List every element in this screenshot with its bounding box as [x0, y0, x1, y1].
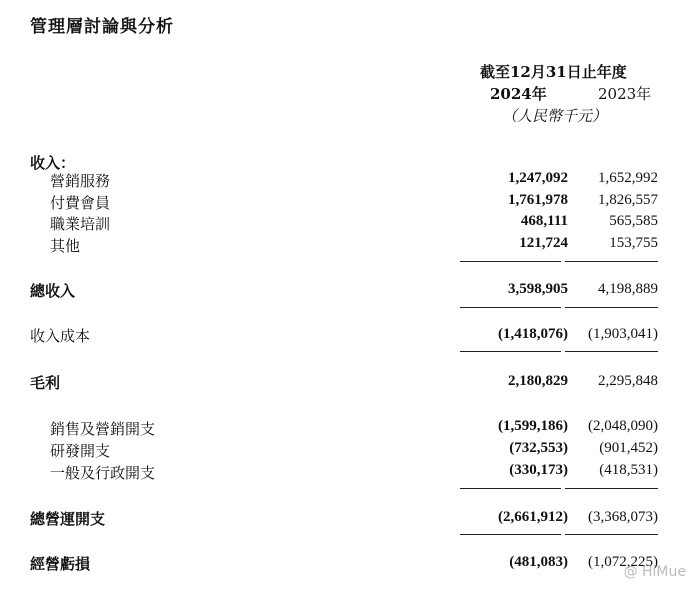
- value-2023-selling-expenses: (2,048,090): [588, 418, 658, 434]
- value-2023-others: 153,755: [609, 235, 658, 251]
- total-rule-2024: [460, 307, 561, 308]
- value-2024-gross-profit: 2,180,829: [508, 373, 568, 389]
- column-header-2024: 2024年: [490, 85, 547, 103]
- value-2024-ga-expenses: (330,173): [509, 462, 568, 478]
- value-2023-operating-loss: (1,072,225): [588, 554, 658, 570]
- value-2023-total-opex: (3,368,073): [588, 509, 658, 525]
- total-opex-rule-2024: [460, 534, 561, 535]
- opex-rule-2024: [460, 488, 561, 489]
- revenue-heading: 收入：: [30, 154, 76, 172]
- subtotal-rule-2023: [565, 261, 658, 262]
- value-2024-cost-of-revenue: (1,418,076): [498, 326, 568, 342]
- row-label-total-revenue: 總收入: [30, 282, 76, 300]
- row-label-gross-profit: 毛利: [30, 374, 61, 392]
- period-header: 截至12月31日止年度: [480, 63, 627, 81]
- value-2023-total-revenue: 4,198,889: [598, 281, 658, 297]
- column-header-2023: 2023年: [598, 85, 652, 103]
- value-2024-marketing: 1,247,092: [508, 170, 568, 186]
- value-2024-membership: 1,761,978: [508, 192, 568, 208]
- unit-header: （人民幣千元）: [502, 107, 608, 125]
- page-title: 管理層討論與分析: [30, 17, 174, 37]
- row-label-total-opex: 總營運開支: [30, 510, 106, 528]
- value-2023-gross-profit: 2,295,848: [598, 373, 658, 389]
- row-label-operating-loss: 經營虧損: [30, 555, 91, 573]
- value-2023-rnd-expenses: (901,452): [599, 440, 658, 456]
- value-2023-membership: 1,826,557: [598, 192, 658, 208]
- cost-rule-2024: [460, 351, 561, 352]
- value-2023-training: 565,585: [609, 213, 658, 229]
- value-2024-total-revenue: 3,598,905: [508, 281, 568, 297]
- watermark: @ HiMue: [623, 564, 686, 580]
- row-label-marketing: 營銷服務: [50, 172, 111, 190]
- value-2023-ga-expenses: (418,531): [599, 462, 658, 478]
- row-label-ga-expenses: 一般及行政開支: [50, 464, 156, 482]
- row-label-rnd-expenses: 研發開支: [50, 442, 111, 460]
- value-2023-marketing: 1,652,992: [598, 170, 658, 186]
- value-2024-others: 121,724: [519, 235, 568, 251]
- subtotal-rule-2024: [460, 261, 561, 262]
- row-label-cost-of-revenue: 收入成本: [30, 327, 91, 345]
- total-rule-2023: [565, 307, 658, 308]
- opex-rule-2023: [565, 488, 658, 489]
- value-2024-selling-expenses: (1,599,186): [498, 418, 568, 434]
- row-label-selling-expenses: 銷售及營銷開支: [50, 420, 156, 438]
- cost-rule-2023: [565, 351, 658, 352]
- value-2024-total-opex: (2,661,912): [498, 509, 568, 525]
- value-2024-rnd-expenses: (732,553): [509, 440, 568, 456]
- row-label-membership: 付費會員: [50, 194, 111, 212]
- value-2024-training: 468,111: [520, 213, 568, 229]
- row-label-training: 職業培訓: [50, 215, 111, 233]
- total-opex-rule-2023: [565, 534, 658, 535]
- value-2023-cost-of-revenue: (1,903,041): [588, 326, 658, 342]
- row-label-others: 其他: [50, 237, 81, 255]
- value-2024-operating-loss: (481,083): [509, 554, 568, 570]
